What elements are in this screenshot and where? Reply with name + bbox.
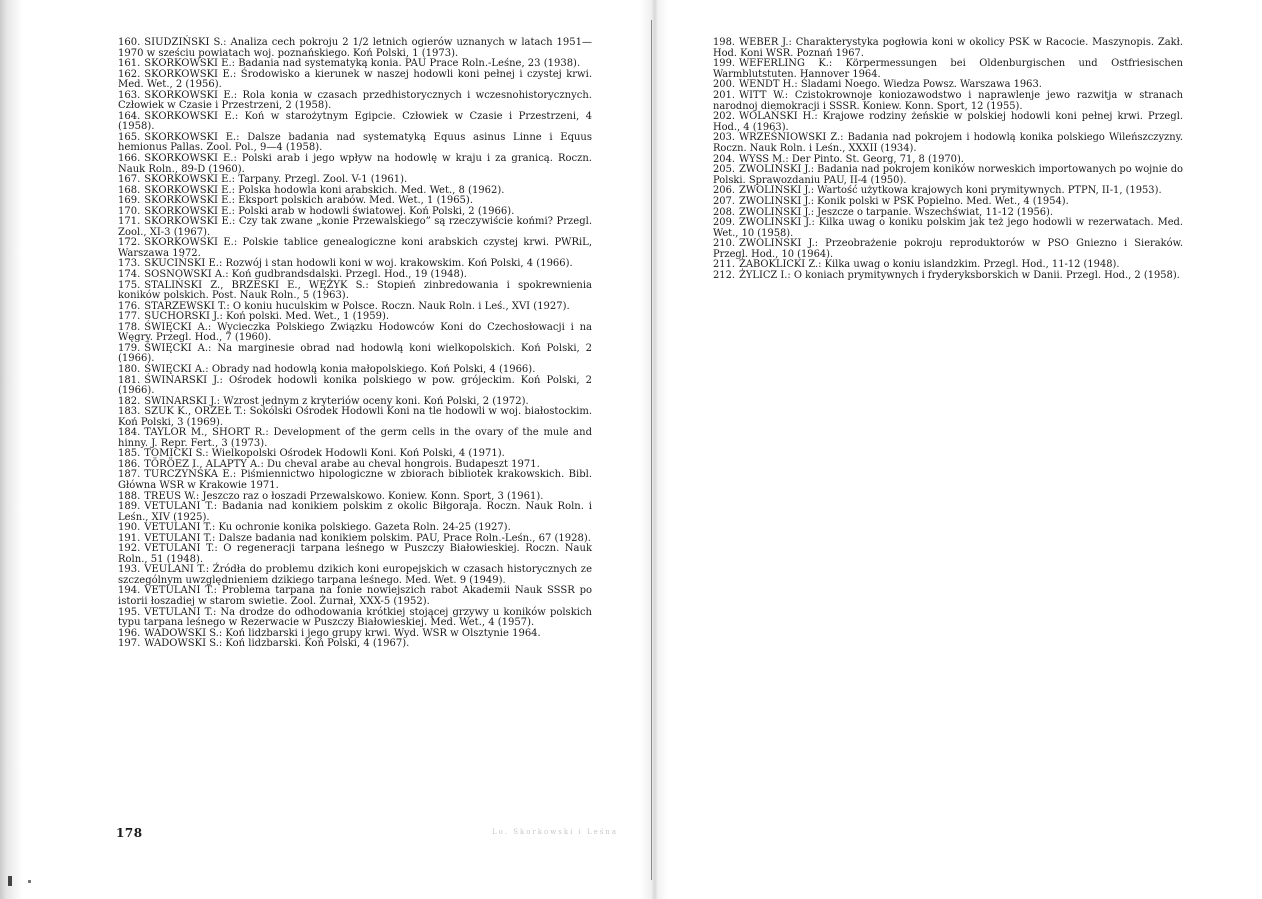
entry-number: 191. [118, 532, 141, 544]
entry-text: WEBER J.: Charakterystyka pogłowia koni w okolicy PSK w Racocie. Maszynopis. Zakł. Hod. Koni WSR. Poznań 1967. [713, 37, 1183, 59]
entry-text: SKORKOWSKI E.: Czy tak zwane „konie Przewalskiego” są rzeczywiście końmi? Przegl. Zool., XI-3 (1967). [118, 216, 592, 238]
entry-text: ZWOLIŃSKI J.: Badania nad pokrojem koników norweskich importowanych po wojnie do Polski. Sprawozdaniu PAU, II-4 (1950). [713, 164, 1184, 186]
entry-number: 199. [713, 58, 735, 70]
gutter-fold-line [651, 20, 652, 880]
bibliography-entry [118, 281, 592, 302]
entry-text: SKORKOWSKI E.: Tarpany. Przegl. Zool. V-1 (1961). [144, 174, 408, 186]
entry-number: 160. [118, 37, 141, 48]
entry-number: 206. [713, 185, 735, 197]
entry-number: 189. [118, 501, 141, 513]
entry-number: 201. [713, 89, 735, 101]
bibliography-entry [118, 376, 592, 397]
entry-number: 168. [118, 184, 141, 196]
bibliography-entry [118, 639, 592, 650]
entry-text: ŻYLICZ I.: O koniach prymitywnych i fryderyksborskich w Danii. Przegl. Hod., 2 (1958). [739, 270, 1180, 282]
entry-text: STALIŃSKI Z., BRZESKI E., WĘŻYK S.: Stopień zinbredowania i spokrewnienia koników polskich. Post. Nauk Roln., 5 (1963). [118, 279, 592, 302]
bibliography-entry [118, 323, 592, 344]
entry-number: 165. [118, 131, 141, 143]
entry-number: 192. [118, 543, 141, 555]
entry-number: 176. [118, 300, 141, 312]
bibliography-entry [118, 217, 592, 238]
entry-number: 184. [118, 427, 141, 439]
entry-text: VETULANI T.: Na drodze do odhodowania krótkiej stojącej grzywy u koników polskich typu tarpana leśnego w Rezerwacie w Puszczy Białowieskiej. Med. Wet., 4 (1957). [118, 606, 592, 629]
entry-text: SKORKOWSKI E.: Polska hodowla koni arabskich. Med. Wet., 8 (1962). [144, 184, 505, 196]
entry-text: ZWOLIŃSKI J.: Jeszcze o tarpanie. Wszechświat, 11-12 (1956). [739, 206, 1054, 218]
entry-number: 183. [118, 406, 141, 418]
entry-number: 204. [713, 153, 735, 165]
entry-text: TREUS W.: Jeszczo raz o łoszadi Przewalskowo. Koniew. Konn. Sport, 3 (1961). [144, 490, 544, 502]
entry-text: ZWOLIŃSKI J.: Kilka uwag o koniku polskim jak też jego hodowli w rezerwatach. Med. Wet., 10 (1958). [713, 217, 1183, 239]
bibliography-entry [118, 91, 592, 112]
page-edge-shadow [0, 0, 22, 899]
bibliography-entry [713, 218, 1183, 239]
bibliography-entry [118, 112, 592, 133]
entry-number: 190. [118, 522, 141, 534]
bibliography-entry [118, 238, 592, 259]
bibliography-entry [713, 91, 1183, 112]
entry-number: 164. [118, 110, 141, 122]
entry-number: 173. [118, 258, 141, 270]
entry-number: 186. [118, 458, 141, 470]
entry-number: 169. [118, 195, 141, 207]
entry-number: 202. [713, 111, 735, 123]
bibliography-entry [118, 502, 592, 523]
bibliography-list-right [713, 38, 1183, 282]
entry-text: WRZEŚNIOWSKI Z.: Badania nad pokrojem i hodowlą konika polskiego Wileńszczyzny. Roczn. Nauk Roln. i Leśn., XXXII (1934). [713, 132, 1183, 154]
book-gutter [640, 0, 668, 899]
entry-text: ŚWIĘCKI A.: Obrady nad hodowlą konia małopolskiego. Koń Polski, 4 (1966). [144, 363, 536, 375]
entry-text: VETULANI T.: Badania nad konikiem polskim z okolic Biłgoraja. Roczn. Nauk Roln. i Leśn., XIV (1925). [118, 501, 592, 523]
entry-text: ŚWIĘCKI A.: Wycieczka Polskiego Związku Hodowców Koni do Czechosłowacji i na Węgry. Przegl. Hod., 7 (1960). [118, 321, 592, 344]
entry-text: SUCHORSKI J.: Koń polski. Med. Wet., 1 (1959). [144, 311, 390, 323]
entry-text: WENDT H.: Śladami Noego. Wiedza Powsz. Warszawa 1963. [739, 79, 1042, 91]
entry-number: 212. [713, 270, 735, 282]
entry-number: 167. [118, 174, 141, 186]
entry-number: 196. [118, 627, 141, 639]
margin-dot [28, 880, 31, 883]
bibliography-list-left [118, 38, 592, 650]
bibliography-entry [118, 133, 592, 154]
entry-number: 161. [118, 58, 141, 70]
entry-text: ZWOLIŃSKI J.: Wartość użytkowa krajowych koni prymitywnych. PTPN, II-1, (1953). [739, 185, 1162, 197]
bibliography-entry [118, 38, 592, 59]
entry-number: 200. [713, 79, 735, 91]
entry-number: 195. [118, 606, 141, 618]
entry-text: TÖRÖEZ I., ALAPTY A.: Du cheval arabe au cheval hongrois. Budapeszt 1971. [144, 458, 540, 470]
entry-text: ŻABOKLICKI Z.: Kilka uwag o koniu islandzkim. Przegl. Hod., 11-12 (1948). [739, 259, 1120, 271]
entry-text: SIUDZIŃSKI S.: Analiza cech pokroju 2 1/2 letnich ogierów uznanych w latach 1951—1970 w sześciu powiatach woj. poznańskiego. Koń Polski, 1 (1973). [118, 37, 592, 59]
entry-text: SKORKOWSKI E.: Rola konia w czasach przedhistorycznych i wczesnohistorycznych. Człowiek w Czasie i Przestrzeni, 2 (1958). [118, 89, 592, 112]
entry-text: SWINARSKI J.: Wzrost jednym z kryteriów oceny koni. Koń Polski, 2 (1972). [144, 395, 529, 407]
bibliography-entry [118, 470, 592, 491]
entry-number: 194. [118, 585, 141, 597]
entry-text: ŚWIĘCKI A.: Na marginesie obrad nad hodowlą koni wielkopolskich. Koń Polski, 2 (1966). [118, 342, 592, 365]
entry-text: SKORKOWSKI E.: Polski arab w hodowli światowej. Koń Polski, 2 (1966). [144, 205, 515, 217]
entry-number: 172. [118, 237, 141, 249]
entry-number: 181. [118, 374, 141, 386]
bibliography-entry [713, 59, 1183, 80]
page-number: 178 [116, 826, 143, 840]
entry-text: WITT W.: Czistokrownoje koniozawodstwo i naprawlenje jewo razwitja w stranach narodnoj diemokracji i SSSR. Koniew. Konn. Sport, 12 (1955). [713, 89, 1183, 112]
entry-text: STARZEWSKI T.: O koniu huculskim w Polsce. Roczn. Nauk Roln. i Leś., XVI (1927). [144, 300, 570, 312]
entry-number: 203. [713, 132, 735, 144]
entry-text: SKORKOWSKI E.: Dalsze badania nad systematyką Equus asinus Linne i Equus hemionus Pallas. Zool. Pol., 9—4 (1958). [118, 131, 592, 154]
entry-text: SKORKOWSKI E.: Polskie tablice genealogiczne koni arabskich czystej krwi. PWRiL, Warszawa 1972. [118, 237, 592, 259]
entry-text: SKORKOWSKI E.: Polski arab i jego wpływ na hodowlę w kraju i za granicą. Roczn. Nauk Roln., 89-D (1960). [118, 153, 592, 175]
entry-text: WYSS M.: Der Pinto. St. Georg, 71, 8 (1970). [739, 153, 964, 165]
entry-number: 188. [118, 490, 141, 502]
bibliography-entry [713, 112, 1183, 133]
entry-number: 211. [713, 259, 735, 271]
entry-text: TOMICKI S.: Wielkopolski Ośrodek Hodowli Koni. Koń Polski, 4 (1971). [144, 448, 505, 460]
entry-number: 170. [118, 205, 141, 217]
entry-text: SZUK K., ORZEŁ T.: Sokólski Ośrodek Hodowli Koni na tle hodowli w woj. białostockim. Koń Polski, 3 (1969). [118, 406, 592, 428]
entry-text: TAYLOR M., SHORT R.: Development of the germ cells in the ovary of the mule and hinny. J. Repr. Fert., 3 (1973). [118, 427, 592, 449]
bibliography-entry [118, 428, 592, 449]
entry-number: 177. [118, 311, 141, 323]
bibliography-entry [713, 38, 1183, 59]
entry-number: 178. [118, 321, 141, 333]
entry-number: 187. [118, 469, 141, 481]
entry-text: SKORKOWSKI E.: Eksport polskich arabów. Med. Wet., 1 (1965). [144, 195, 474, 207]
entry-number: 197. [118, 638, 141, 650]
bibliography-entry [118, 544, 592, 565]
faint-stamp: Lo. Skorkowski i Leśna [492, 828, 619, 836]
bibliography-entry [118, 407, 592, 428]
bibliography-entry [118, 586, 592, 607]
entry-text: VETULANI T.: O regeneracji tarpana leśnego w Puszczy Białowieskiej. Roczn. Nauk Roln., 51 (1948). [118, 543, 592, 565]
entry-number: 193. [118, 564, 141, 576]
bibliography-entry [713, 239, 1183, 260]
entry-number: 209. [713, 217, 735, 229]
entry-text: ZWOLIŃSKI J.: Przeobrażenie pokroju reproduktorów w PSO Gniezno i Sieraków. Przegl. Hod., 10 (1964). [713, 238, 1183, 260]
entry-text: SKORKOWSKI E.: Badania nad systematyką konia. PAU Prace Roln.-Leśne, 23 (1938). [144, 58, 581, 70]
entry-text: SKORKOWSKI E.: Środowisko a kierunek w naszej hodowli koni pełnej i czystej krwi. Med. Wet., 2 (1956). [118, 68, 592, 91]
entry-text: WEFERLING K.: Körpermessungen bei Oldenburgischen und Ostfriesischen Warmblutstuten. Hannover 1964. [713, 58, 1183, 80]
entry-text: SKORKOWSKI E.: Koń w starożytnym Egipcie. Człowiek w Czasie i Przestrzeni, 4 (1958). [118, 110, 592, 133]
entry-text: VEULANI T.: Źródła do problemu dzikich koni europejskich w czasach historycznych ze szczególnym uwzględnieniem dzikiego tarpana leśnego. Med. Wet. 9 (1949). [118, 564, 592, 586]
entry-number: 208. [713, 206, 735, 218]
entry-text: WADOWSKI S.: Koń lidzbarski. Koń Polski, 4 (1967). [144, 638, 410, 650]
entry-number: 175. [118, 279, 141, 291]
entry-text: SKUCIŃSKI E.: Rozwój i stan hodowli koni w woj. krakowskim. Koń Polski, 4 (1966). [144, 258, 573, 270]
entry-text: ZWOLIŃSKI J.: Konik polski w PSK Popielno. Med. Wet., 4 (1954). [739, 195, 1069, 207]
left-page [118, 38, 592, 650]
bibliography-entry [118, 608, 592, 629]
entry-text: TURCZYŃSKA E.: Piśmiennictwo hipologiczne w zbiorach bibliotek krakowskich. Bibl. Główna WSR w Krakowie 1971. [118, 469, 592, 491]
entry-number: 163. [118, 89, 141, 101]
entry-text: VETULANI T.: Dalsze badania nad konikiem polskim. PAU, Prace Roln.-Leśn., 67 (1928). [144, 532, 591, 544]
entry-number: 182. [118, 395, 141, 407]
bibliography-entry [713, 165, 1183, 186]
entry-number: 171. [118, 216, 141, 228]
entry-text: WADOWSKI S.: Koń lidzbarski i jego grupy krwi. Wyd. WSR w Olsztynie 1964. [144, 627, 541, 639]
entry-number: 180. [118, 363, 141, 375]
entry-number: 210. [713, 238, 735, 250]
bibliography-entry [118, 154, 592, 175]
margin-mark [8, 876, 12, 886]
bibliography-entry [118, 565, 592, 586]
bibliography-entry [118, 344, 592, 365]
entry-text: VETULANI T.: Ku ochronie konika polskiego. Gazeta Roln. 24-25 (1927). [144, 522, 511, 534]
entry-text: SOSNOWSKI A.: Koń gudbrandsdalski. Przegl. Hod., 19 (1948). [144, 269, 467, 281]
bibliography-entry [713, 133, 1183, 154]
entry-text: ŚWINARSKI J.: Ośrodek hodowli konika polskiego w pow. grójeckim. Koń Polski, 2 (1966). [118, 374, 592, 397]
entry-text: WOLAŃSKI H.: Krajowe rodziny żeńskie w polskiej hodowli koni pełnej krwi. Przegl. Hod., 4 (1963). [713, 111, 1183, 133]
entry-number: 207. [713, 195, 735, 207]
entry-number: 179. [118, 342, 141, 354]
bibliography-entry [118, 70, 592, 91]
entry-number: 205. [713, 164, 735, 176]
entry-number: 166. [118, 153, 141, 165]
entry-text: VETULANI T.: Problema tarpana na fonie nowiejszich rabot Akademii Nauk SSSR po istorii łoszadiej w starom swietie. Zool. Żurnał, XXX-5 (1952). [118, 585, 592, 607]
entry-number: 162. [118, 68, 141, 80]
entry-number: 198. [713, 37, 735, 48]
right-page [713, 38, 1183, 282]
entry-number: 185. [118, 448, 141, 460]
entry-number: 174. [118, 269, 141, 281]
bibliography-entry [713, 271, 1183, 282]
